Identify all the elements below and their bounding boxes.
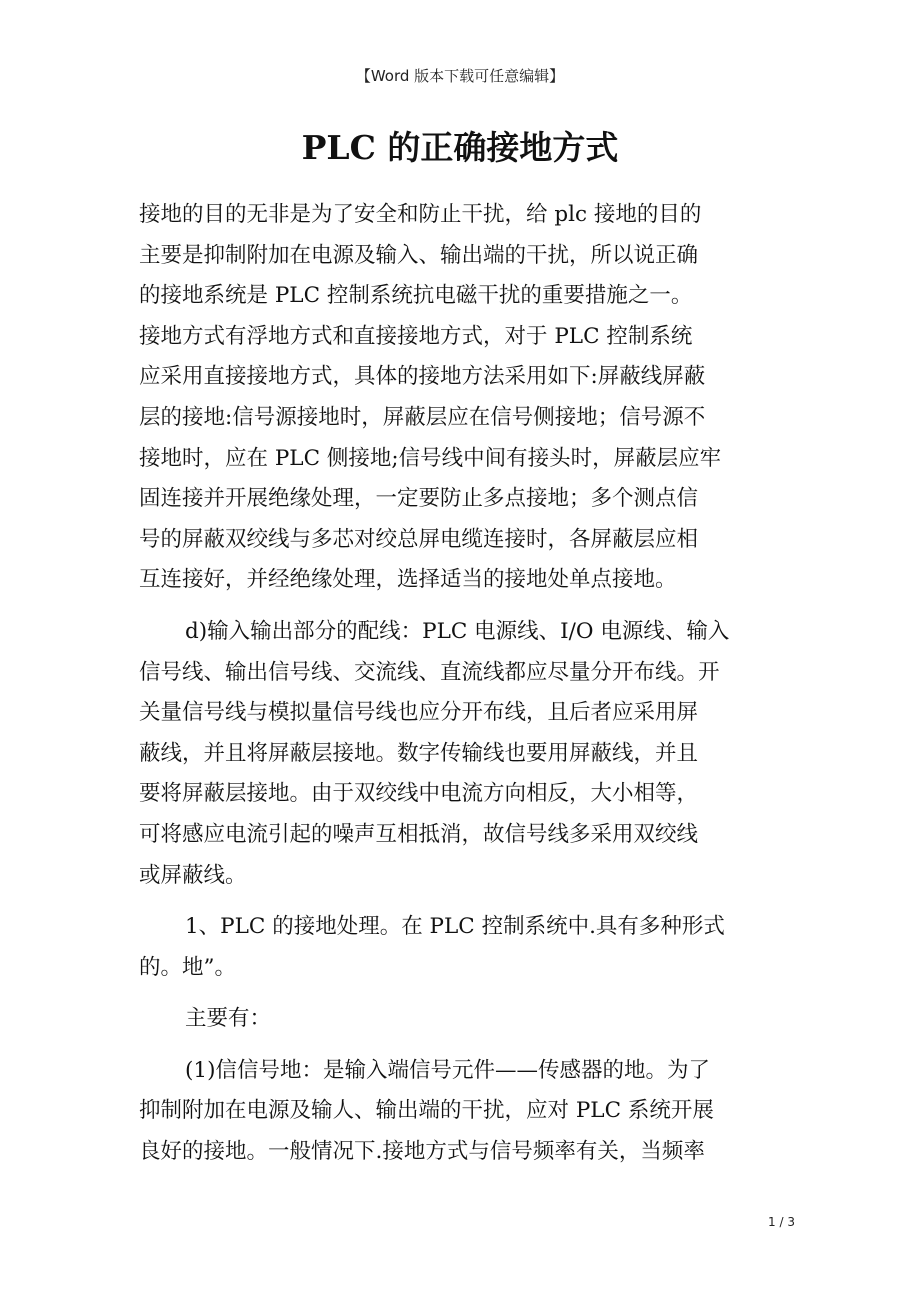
text-line: d)输入输出部分的配线：PLC 电源线、I/O 电源线、输入 — [185, 618, 730, 644]
paragraph — [139, 195, 781, 601]
text-line: 的接地系统是 PLC 控制系统抗电磁干扰的重要措施之一。 — [139, 283, 693, 309]
text-line: 主要是抑制附加在电源及输入、输出端的干扰，所以说正确 — [139, 242, 699, 268]
paragraph — [139, 1051, 781, 1173]
text-line: 抑制附加在电源及输人、输出端的干扰，应对 PLC 系统开展 — [139, 1098, 714, 1124]
text-line: 信号线、输出信号线、交流线、直流线都应尽量分开布线。开 — [139, 659, 720, 685]
text-line: 或屏蔽线。 — [139, 862, 247, 888]
text-line: 关量信号线与模拟量信号线也应分开布线，且后者应采用屏 — [139, 700, 699, 726]
page-number: 1 / 3 — [768, 1215, 795, 1229]
text-line: 可将感应电流引起的噪声互相抵消，故信号线多采用双绞线 — [139, 821, 699, 847]
paragraph — [139, 612, 781, 896]
text-line: 的。地”。 — [139, 954, 236, 980]
text-line: (1)信信号地：是输入端信号元件——传感器的地。为了 — [185, 1057, 710, 1083]
text-line: 1、PLC 的接地处理。在 PLC 控制系统中.具有多种形式 — [185, 914, 725, 940]
text-line: 层的接地:信号源接地时，屏蔽层应在信号侧接地；信号源不 — [139, 404, 706, 430]
text-line: 要将屏蔽层接地。由于双绞线中电流方向相反，大小相等， — [139, 781, 699, 807]
text-line: 号的屏蔽双绞线与多芯对绞总屏电缆连接时，各屏蔽层应相 — [139, 526, 699, 552]
text-line: 蔽线，并且将屏蔽层接地。数字传输线也要用屏蔽线，并且 — [139, 740, 699, 766]
paragraph — [139, 999, 781, 1040]
text-line: 良好的接地。一般情况下.接地方式与信号频率有关，当频率 — [139, 1139, 705, 1165]
text-line: 接地时，应在 PLC 侧接地;信号线中间有接头时，屏蔽层应牢 — [139, 445, 722, 471]
text-line: 固连接并开展绝缘处理，一定要防止多点接地；多个测点信 — [139, 486, 699, 512]
document-body — [139, 195, 781, 1173]
text-line: 互连接好，并经绝缘处理，选择适当的接地处单点接地。 — [139, 567, 677, 593]
text-line: 主要有： — [185, 1006, 272, 1032]
text-line: 应采用直接接地方式，具体的接地方法采用如下:屏蔽线屏蔽 — [139, 364, 706, 390]
text-line: 接地的目的无非是为了安全和防止干扰，给 plc 接地的目的 — [139, 202, 702, 227]
text-line: 接地方式有浮地方式和直接接地方式，对于 PLC 控制系统 — [139, 323, 693, 349]
paragraph — [139, 907, 781, 988]
header-note: 【Word 版本下载可任意编辑】 — [355, 67, 565, 85]
page-title: PLC 的正确接地方式 — [301, 128, 619, 167]
